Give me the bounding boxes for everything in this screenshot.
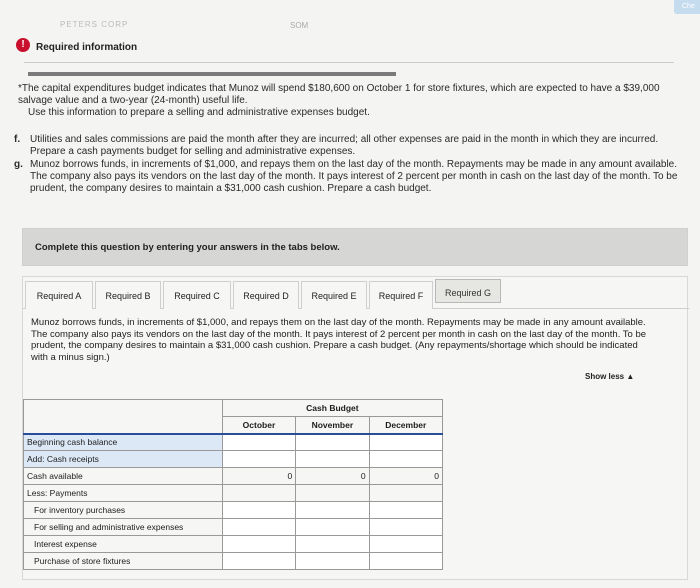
table-row	[24, 434, 443, 451]
input-cell[interactable]	[296, 502, 369, 519]
column-header-december: December	[369, 417, 442, 434]
row-label-less-payments: Less: Payments	[24, 485, 223, 502]
tab-required-f[interactable]: Required F	[369, 281, 433, 309]
input-cell[interactable]	[222, 502, 295, 519]
table-row	[24, 485, 443, 502]
tab-bar	[23, 277, 689, 309]
list-item-text: Munoz borrows funds, in increments of $1,000, and repays them on the last day of the month. Repayments may be made in any amount available. The company also pays its vendors on the last day of the month. It pays interest of 2 percent per month in cash on the last day of the month. To be prudent, the company desires to maintain a $31,000 cash cushion. Prepare a cash budget.	[30, 159, 678, 194]
question-instruction-box	[22, 228, 688, 266]
divider	[24, 62, 674, 63]
input-cell[interactable]	[222, 519, 295, 536]
tab-required-d[interactable]: Required D	[233, 281, 299, 309]
list-marker: g.	[14, 159, 23, 170]
computed-cell: 0	[369, 468, 442, 485]
input-cell[interactable]	[296, 536, 369, 553]
tab-required-c[interactable]: Required C	[163, 281, 231, 309]
instruction-paragraph: Use this information to prepare a selling and administrative expenses budget.	[28, 107, 370, 118]
input-cell[interactable]	[296, 434, 369, 451]
input-cell[interactable]	[369, 553, 442, 570]
table-row	[24, 451, 443, 468]
faded-header-right: SOM	[290, 21, 309, 30]
alert-icon: !	[16, 38, 30, 52]
show-less-link[interactable]: Show less ▲	[585, 372, 635, 381]
check-my-work-button[interactable]: Che	[674, 0, 700, 14]
table-row	[24, 536, 443, 553]
row-label-beginning-cash: Beginning cash balance	[24, 434, 223, 451]
column-header-november: November	[296, 417, 369, 434]
computed-cell: 0	[296, 468, 369, 485]
table-row	[24, 502, 443, 519]
list-marker: f.	[14, 134, 21, 145]
row-label-cash-receipts: Add: Cash receipts	[24, 451, 223, 468]
input-cell[interactable]	[296, 553, 369, 570]
row-label-selling-admin: For selling and administrative expenses	[24, 519, 223, 536]
row-label-interest-expense: Interest expense	[24, 536, 223, 553]
table-row	[24, 468, 443, 485]
cash-budget-title: Cash Budget	[222, 400, 442, 417]
input-cell[interactable]	[369, 434, 442, 451]
tab-required-b[interactable]: Required B	[95, 281, 161, 309]
tab-required-a[interactable]: Required A	[25, 281, 93, 309]
row-label-inventory-purchases: For inventory purchases	[24, 502, 223, 519]
required-information-heading: Required information	[36, 42, 138, 53]
input-cell[interactable]	[222, 451, 295, 468]
input-cell[interactable]	[296, 519, 369, 536]
collapsed-content-bar	[28, 72, 396, 76]
input-cell[interactable]	[369, 519, 442, 536]
row-label-store-fixtures: Purchase of store fixtures	[24, 553, 223, 570]
row-label-cash-available: Cash available	[24, 468, 223, 485]
list-item-f	[14, 134, 684, 158]
column-header-october: October	[222, 417, 295, 434]
input-cell[interactable]	[369, 536, 442, 553]
input-cell[interactable]	[369, 451, 442, 468]
question-instruction: Complete this question by entering your answers in the tabs below.	[35, 242, 340, 253]
table-row	[24, 553, 443, 570]
list-item-g	[14, 159, 684, 195]
tabs-panel	[22, 276, 688, 580]
cash-budget-table	[23, 399, 443, 570]
input-cell[interactable]	[222, 536, 295, 553]
requirements-list	[14, 134, 684, 196]
tab-instruction-text: Munoz borrows funds, in increments of $1,000, and repays them on the last day of the month. Repayments may be made in any amount available. The company also pays its vendors on the last day of the month. It pays interest of 2 percent per month in cash on the last day of the month. To be prudent, the company desires to maintain a $31,000 cash cushion. Prepare a cash budget. (Any repayments/shortage which should be indicated with a minus sign.)	[31, 317, 647, 363]
list-item-text: Utilities and sales commissions are paid the month after they are incurred; all other expenses are paid in the month in which they are incurred. Prepare a cash payments budget for selling and administrative expenses.	[30, 134, 659, 157]
input-cell[interactable]	[296, 451, 369, 468]
tab-required-e[interactable]: Required E	[301, 281, 367, 309]
capital-expenditure-paragraph: *The capital expenditures budget indicates that Munoz will spend $180,600 on October 1 for store fixtures, which are expected to have a $39,000 salvage value and a two-year (24-month) useful life.	[18, 83, 660, 106]
tab-required-g[interactable]: Required G	[435, 279, 501, 303]
input-cell[interactable]	[222, 553, 295, 570]
input-cell[interactable]	[369, 502, 442, 519]
table-row	[24, 519, 443, 536]
computed-cell: 0	[222, 468, 295, 485]
faded-header-left: PETERS CORP	[60, 20, 129, 29]
input-cell[interactable]	[222, 434, 295, 451]
